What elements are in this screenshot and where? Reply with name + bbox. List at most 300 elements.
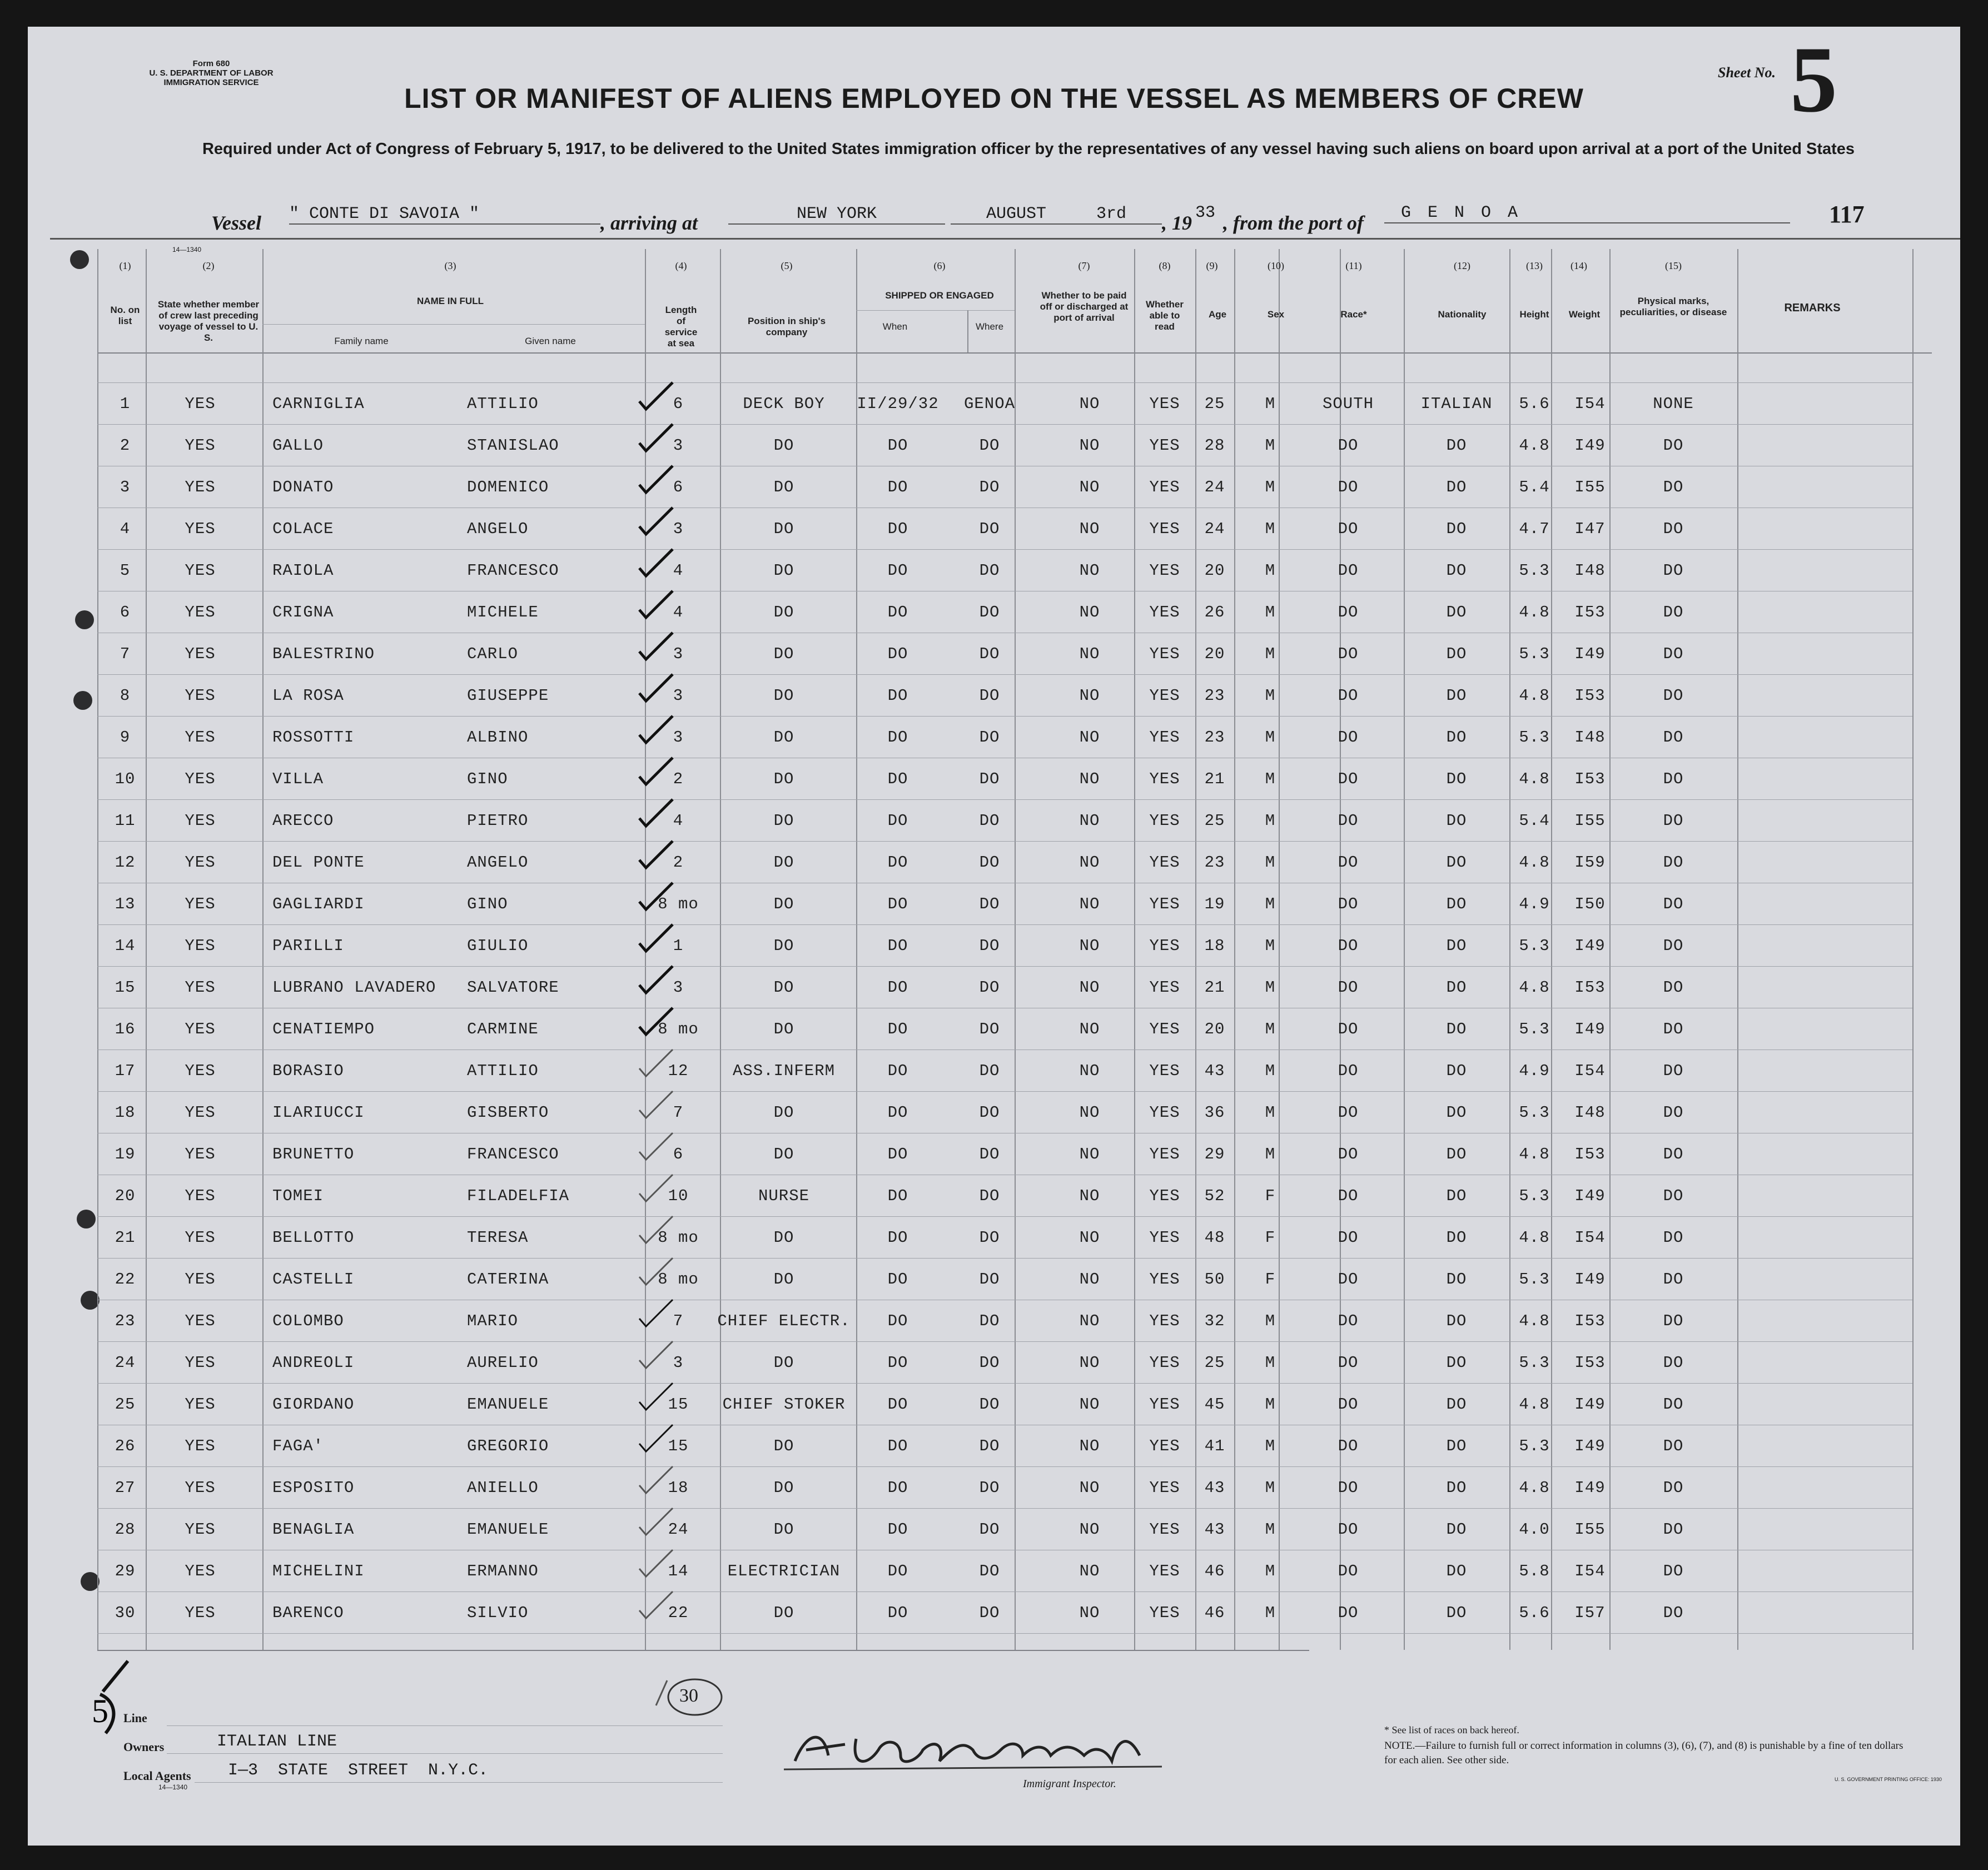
cell-race: DO	[1338, 728, 1359, 747]
cell-height: 4.9	[1519, 895, 1550, 913]
cell-position: DO	[773, 1479, 794, 1497]
cell-when: DO	[887, 1103, 908, 1122]
cell-age: 43	[1204, 1479, 1225, 1497]
col-num-5: (5)	[781, 260, 793, 271]
cell-marks: DO	[1663, 1020, 1684, 1038]
check-mark-icon	[634, 379, 678, 412]
cell-prev: YES	[185, 812, 216, 830]
cell-prev: YES	[185, 1354, 216, 1372]
cell-given: CATERINA	[467, 1270, 549, 1289]
cell-race: DO	[1338, 687, 1359, 705]
cell-sex: M	[1265, 937, 1276, 955]
cell-given: FRANCESCO	[467, 561, 559, 580]
cell-paid: NO	[1079, 895, 1100, 913]
cell-height: 4.9	[1519, 1062, 1550, 1080]
col-head-sex: Sex	[1267, 309, 1285, 320]
cell-where: DO	[979, 1020, 1000, 1038]
cell-service: 6	[673, 1145, 684, 1163]
agents-label: Local Agents	[123, 1769, 191, 1783]
year-prefix: , 19	[1162, 212, 1192, 234]
cell-where: DO	[979, 436, 1000, 455]
col-head-nationality: Nationality	[1438, 309, 1487, 320]
cell-given: EMANUELE	[467, 1395, 549, 1414]
cell-nat: DO	[1446, 812, 1467, 830]
cell-position: DO	[773, 603, 794, 621]
cell-age: 26	[1204, 603, 1225, 621]
col-head-read: Whether able to read	[1146, 299, 1184, 332]
check-mark-icon	[634, 1046, 678, 1080]
cell-nat: ITALIAN	[1420, 395, 1493, 413]
table-row	[28, 883, 1960, 924]
cell-height: 4.8	[1519, 603, 1550, 621]
cell-read: YES	[1149, 853, 1180, 872]
cell-no: 29	[115, 1562, 136, 1580]
cell-nat: DO	[1446, 1604, 1467, 1622]
check-mark-icon	[634, 754, 678, 788]
cell-no: 4	[120, 520, 131, 538]
cell-race: DO	[1338, 812, 1359, 830]
cell-family: LA ROSA	[272, 687, 344, 705]
col-head-prev-voyage: State whether member of crew last preceding voyage of vessel to U. S.	[157, 299, 260, 343]
cell-prev: YES	[185, 520, 216, 538]
cell-service: 14	[668, 1562, 689, 1580]
cell-prev: YES	[185, 1604, 216, 1622]
col-head-height: Height	[1519, 309, 1549, 320]
cell-race: DO	[1338, 436, 1359, 455]
cell-paid: NO	[1079, 1062, 1100, 1080]
cell-marks: DO	[1663, 1520, 1684, 1539]
table-row	[28, 1091, 1960, 1133]
cell-race: DO	[1338, 770, 1359, 788]
cell-race: DO	[1338, 561, 1359, 580]
cell-age: 24	[1204, 478, 1225, 496]
cell-marks: DO	[1663, 1062, 1684, 1080]
cell-age: 48	[1204, 1229, 1225, 1247]
line-label: Line	[123, 1711, 147, 1725]
check-mark-icon	[634, 879, 678, 913]
cell-age: 21	[1204, 978, 1225, 997]
table-row	[28, 1133, 1960, 1175]
cell-age: 23	[1204, 853, 1225, 872]
cell-nat: DO	[1446, 478, 1467, 496]
cell-height: 5.3	[1519, 1354, 1550, 1372]
cell-family: RAIOLA	[272, 561, 334, 580]
agents-code: 14—1340	[158, 1783, 188, 1791]
arrival-date: AUGUST 3rd	[951, 205, 1162, 225]
cell-position: DO	[773, 478, 794, 496]
check-mark-icon	[634, 504, 678, 538]
cell-nat: DO	[1446, 1270, 1467, 1289]
cell-no: 12	[115, 853, 136, 872]
table-row	[28, 1258, 1960, 1300]
cell-read: YES	[1149, 478, 1180, 496]
cell-no: 23	[115, 1312, 136, 1330]
cell-sex: M	[1265, 1479, 1276, 1497]
cell-no: 14	[115, 937, 136, 955]
arriving-label: , arriving at	[600, 212, 698, 234]
col-num-10: (10)	[1268, 260, 1284, 271]
cell-weight: I53	[1574, 770, 1606, 788]
cell-race: DO	[1338, 1103, 1359, 1122]
col-head-remarks: REMARKS	[1784, 302, 1841, 314]
table-row	[28, 674, 1960, 716]
cell-no: 20	[115, 1187, 136, 1205]
cell-position: ELECTRICIAN	[727, 1562, 841, 1580]
cell-age: 24	[1204, 520, 1225, 538]
cell-position: DO	[773, 978, 794, 997]
check-mark-icon	[634, 546, 678, 579]
cell-weight: I49	[1574, 1270, 1606, 1289]
cell-when: DO	[887, 561, 908, 580]
cell-given: GIULIO	[467, 937, 529, 955]
table-row	[28, 508, 1960, 549]
cell-weight: I54	[1574, 1229, 1606, 1247]
cell-when: DO	[887, 603, 908, 621]
cell-given: AURELIO	[467, 1354, 539, 1372]
cell-age: 32	[1204, 1312, 1225, 1330]
cell-paid: NO	[1079, 853, 1100, 872]
cell-service: 3	[673, 520, 684, 538]
departure-port: G E N O A	[1384, 203, 1790, 223]
cell-paid: NO	[1079, 687, 1100, 705]
col-head-paid-off: Whether to be paid off or discharged at port of arrival	[1040, 290, 1129, 323]
cell-family: BELLOTTO	[272, 1229, 355, 1247]
cell-nat: DO	[1446, 561, 1467, 580]
cell-service: 4	[673, 812, 684, 830]
col-head-when: When	[882, 321, 908, 332]
cell-height: 5.3	[1519, 1020, 1550, 1038]
cell-when: DO	[887, 1229, 908, 1247]
cell-service: 8 mo	[658, 895, 699, 913]
cell-family: GIORDANO	[272, 1395, 355, 1414]
cell-weight: I53	[1574, 1312, 1606, 1330]
count-annotation	[645, 1672, 728, 1722]
cell-nat: DO	[1446, 1520, 1467, 1539]
cell-position: DO	[773, 770, 794, 788]
cell-service: 8 mo	[658, 1270, 699, 1289]
cell-prev: YES	[185, 1187, 216, 1205]
cell-when: DO	[887, 937, 908, 955]
cell-nat: DO	[1446, 937, 1467, 955]
form-number: Form 680	[192, 59, 230, 68]
cell-service: 6	[673, 478, 684, 496]
cell-weight: I49	[1574, 1395, 1606, 1414]
cell-race: DO	[1338, 520, 1359, 538]
cell-age: 46	[1204, 1604, 1225, 1622]
cell-height: 4.8	[1519, 978, 1550, 997]
cell-height: 5.3	[1519, 1270, 1550, 1289]
cell-where: DO	[979, 1229, 1000, 1247]
cell-no: 26	[115, 1437, 136, 1455]
cell-height: 4.8	[1519, 853, 1550, 872]
cell-read: YES	[1149, 520, 1180, 538]
cell-height: 5.3	[1519, 1437, 1550, 1455]
cell-no: 1	[120, 395, 131, 413]
cell-position: DO	[773, 520, 794, 538]
inspector-label: Immigrant Inspector.	[1023, 1778, 1116, 1790]
cell-where: GENOA	[963, 395, 1016, 413]
col-head-name: NAME IN FULL	[417, 296, 484, 306]
cell-service: 2	[673, 770, 684, 788]
cell-sex: M	[1265, 687, 1276, 705]
cell-when: DO	[887, 1145, 908, 1163]
cell-weight: I50	[1574, 895, 1606, 913]
col-head-family: Family name	[334, 336, 389, 346]
check-mark-icon	[634, 588, 678, 621]
cell-read: YES	[1149, 978, 1180, 997]
cell-age: 25	[1204, 1354, 1225, 1372]
cell-nat: DO	[1446, 728, 1467, 747]
cell-weight: I53	[1574, 978, 1606, 997]
cell-no: 2	[120, 436, 131, 455]
cell-read: YES	[1149, 1395, 1180, 1414]
cell-weight: I48	[1574, 561, 1606, 580]
table-row	[28, 966, 1960, 1008]
cell-nat: DO	[1446, 978, 1467, 997]
check-mark-icon	[634, 1213, 678, 1246]
cell-race: DO	[1338, 603, 1359, 621]
cell-race: DO	[1338, 1020, 1359, 1038]
cell-weight: I55	[1574, 1520, 1606, 1539]
table-row	[28, 1508, 1960, 1550]
cell-marks: DO	[1663, 770, 1684, 788]
cell-no: 5	[120, 561, 131, 580]
col-head-where: Where	[975, 321, 1004, 332]
cell-when: DO	[887, 1604, 908, 1622]
cell-marks: DO	[1663, 1354, 1684, 1372]
cell-read: YES	[1149, 1479, 1180, 1497]
cell-where: DO	[979, 1437, 1000, 1455]
cell-weight: I54	[1574, 395, 1606, 413]
cell-paid: NO	[1079, 812, 1100, 830]
cell-marks: DO	[1663, 1145, 1684, 1163]
cell-age: 43	[1204, 1520, 1225, 1539]
cell-nat: DO	[1446, 853, 1467, 872]
cell-height: 4.8	[1519, 1229, 1550, 1247]
cell-no: 27	[115, 1479, 136, 1497]
cell-read: YES	[1149, 1520, 1180, 1539]
cell-marks: DO	[1663, 895, 1684, 913]
cell-race: DO	[1338, 978, 1359, 997]
cell-weight: I53	[1574, 1145, 1606, 1163]
cell-position: DO	[773, 687, 794, 705]
cell-nat: DO	[1446, 1103, 1467, 1122]
cell-service: 6	[673, 395, 684, 413]
table-row	[28, 466, 1960, 508]
cell-race: DO	[1338, 895, 1359, 913]
check-mark-icon	[634, 838, 678, 871]
cell-paid: NO	[1079, 478, 1100, 496]
cell-weight: I54	[1574, 1062, 1606, 1080]
cell-given: ERMANNO	[467, 1562, 539, 1580]
check-mark-icon	[634, 1421, 678, 1455]
cell-nat: DO	[1446, 645, 1467, 663]
cell-read: YES	[1149, 436, 1180, 455]
table-row	[28, 1216, 1960, 1258]
cell-read: YES	[1149, 1354, 1180, 1372]
cell-nat: DO	[1446, 1229, 1467, 1247]
cell-position: DO	[773, 895, 794, 913]
col-num-15: (15)	[1665, 260, 1682, 271]
cell-age: 50	[1204, 1270, 1225, 1289]
col-num-6: (6)	[933, 260, 946, 271]
cell-age: 25	[1204, 395, 1225, 413]
cell-where: DO	[979, 1604, 1000, 1622]
cell-when: DO	[887, 1354, 908, 1372]
cell-race: DO	[1338, 937, 1359, 955]
check-mark-icon	[634, 671, 678, 704]
cell-no: 30	[115, 1604, 136, 1622]
cell-where: DO	[979, 895, 1000, 913]
cell-given: MARIO	[467, 1312, 519, 1330]
col-num-7: (7)	[1078, 260, 1090, 271]
vessel-name: " CONTE DI SAVOIA "	[289, 205, 600, 225]
cell-no: 21	[115, 1229, 136, 1247]
sheet-label: Sheet No.	[1718, 64, 1776, 81]
cell-race: DO	[1338, 1562, 1359, 1580]
cell-sex: M	[1265, 728, 1276, 747]
cell-when: DO	[887, 645, 908, 663]
cell-where: DO	[979, 1479, 1000, 1497]
cell-position: DO	[773, 1020, 794, 1038]
cell-where: DO	[979, 1187, 1000, 1205]
table-row	[28, 799, 1960, 841]
cell-prev: YES	[185, 1520, 216, 1539]
cell-family: BORASIO	[272, 1062, 344, 1080]
cell-given: ATTILIO	[467, 395, 539, 413]
cell-prev: YES	[185, 1270, 216, 1289]
cell-marks: DO	[1663, 1604, 1684, 1622]
cell-where: DO	[979, 1103, 1000, 1122]
cell-family: TOMEI	[272, 1187, 324, 1205]
table-row	[28, 1466, 1960, 1508]
cell-marks: DO	[1663, 561, 1684, 580]
table-row	[28, 758, 1960, 799]
col-head-age: Age	[1208, 309, 1227, 320]
cell-no: 7	[120, 645, 131, 663]
note-races: * See list of races on back hereof.	[1384, 1724, 1519, 1735]
cell-race: DO	[1338, 1145, 1359, 1163]
cell-given: SALVATORE	[467, 978, 559, 997]
cell-marks: DO	[1663, 478, 1684, 496]
col-head-service: Length of service at sea	[664, 305, 698, 349]
cell-service: 8 mo	[658, 1020, 699, 1038]
cell-sex: M	[1265, 853, 1276, 872]
cell-sex: M	[1265, 395, 1276, 413]
cell-sex: M	[1265, 603, 1276, 621]
cell-sex: M	[1265, 1145, 1276, 1163]
cell-given: ATTILIO	[467, 1062, 539, 1080]
cell-position: DO	[773, 645, 794, 663]
owners-value: ITALIAN LINE	[217, 1732, 337, 1751]
cell-paid: NO	[1079, 728, 1100, 747]
table-row	[28, 1175, 1960, 1216]
cell-when: DO	[887, 728, 908, 747]
cell-position: NURSE	[758, 1187, 810, 1205]
cell-paid: NO	[1079, 1229, 1100, 1247]
note-penalty: NOTE.—Failure to furnish full or correct information in columns (3), (6), (7), and (8) is punishable by a fine of ten dollars for each alien. See other side.	[1384, 1740, 1903, 1766]
cell-given: FRANCESCO	[467, 1145, 559, 1163]
printer-imprint: U. S. GOVERNMENT PRINTING OFFICE: 1930	[1835, 1777, 1942, 1782]
cell-nat: DO	[1446, 520, 1467, 538]
form-code: 14—1340	[172, 246, 202, 253]
cell-nat: DO	[1446, 1354, 1467, 1372]
cell-prev: YES	[185, 1562, 216, 1580]
cell-prev: YES	[185, 770, 216, 788]
cell-sex: M	[1265, 520, 1276, 538]
cell-no: 22	[115, 1270, 136, 1289]
cell-sex: M	[1265, 1312, 1276, 1330]
cell-race: DO	[1338, 1312, 1359, 1330]
cell-paid: NO	[1079, 1187, 1100, 1205]
cell-service: 10	[668, 1187, 689, 1205]
cell-position: ASS.INFERM	[732, 1062, 836, 1080]
cell-when: DO	[887, 1437, 908, 1455]
cell-family: ESPOSITO	[272, 1479, 355, 1497]
cell-position: DO	[773, 1270, 794, 1289]
cell-marks: DO	[1663, 1562, 1684, 1580]
cell-nat: DO	[1446, 1479, 1467, 1497]
cell-no: 19	[115, 1145, 136, 1163]
col-num-13: (13)	[1526, 260, 1543, 271]
cell-no: 10	[115, 770, 136, 788]
cell-paid: NO	[1079, 561, 1100, 580]
cell-weight: I53	[1574, 1354, 1606, 1372]
cell-read: YES	[1149, 1604, 1180, 1622]
cell-nat: DO	[1446, 895, 1467, 913]
cell-sex: M	[1265, 1562, 1276, 1580]
cell-age: 52	[1204, 1187, 1225, 1205]
cell-race: DO	[1338, 1395, 1359, 1414]
cell-weight: I49	[1574, 1020, 1606, 1038]
cell-paid: NO	[1079, 1270, 1100, 1289]
col-num-2: (2)	[202, 260, 215, 271]
manifest-sheet	[28, 27, 1960, 1846]
cell-given: GINO	[467, 770, 508, 788]
cell-read: YES	[1149, 1562, 1180, 1580]
year-suffix: 33	[1195, 203, 1216, 222]
cell-when: DO	[887, 1395, 908, 1414]
cell-no: 15	[115, 978, 136, 997]
cell-race: DO	[1338, 1437, 1359, 1455]
cell-weight: I48	[1574, 1103, 1606, 1122]
col-num-9: (9)	[1206, 260, 1218, 271]
cell-prev: YES	[185, 1479, 216, 1497]
check-mark-icon	[634, 1463, 678, 1496]
cell-nat: DO	[1446, 687, 1467, 705]
cell-read: YES	[1149, 561, 1180, 580]
table-row	[28, 1383, 1960, 1425]
cell-service: 15	[668, 1437, 689, 1455]
agents-value: I—3 STATE STREET N.Y.C.	[228, 1761, 489, 1780]
cell-no: 8	[120, 687, 131, 705]
cell-age: 28	[1204, 436, 1225, 455]
table-row	[28, 633, 1960, 674]
cell-read: YES	[1149, 728, 1180, 747]
cell-marks: DO	[1663, 728, 1684, 747]
cell-service: 2	[673, 853, 684, 872]
cell-nat: DO	[1446, 1312, 1467, 1330]
table-row	[28, 1592, 1960, 1633]
cell-sex: M	[1265, 770, 1276, 788]
cell-where: DO	[979, 1520, 1000, 1539]
cell-paid: NO	[1079, 1020, 1100, 1038]
cell-sex: M	[1265, 1020, 1276, 1038]
cell-position: DO	[773, 1604, 794, 1622]
cell-marks: NONE	[1653, 395, 1694, 413]
cell-when: DO	[887, 1020, 908, 1038]
col-head-weight: Weight	[1568, 309, 1601, 320]
